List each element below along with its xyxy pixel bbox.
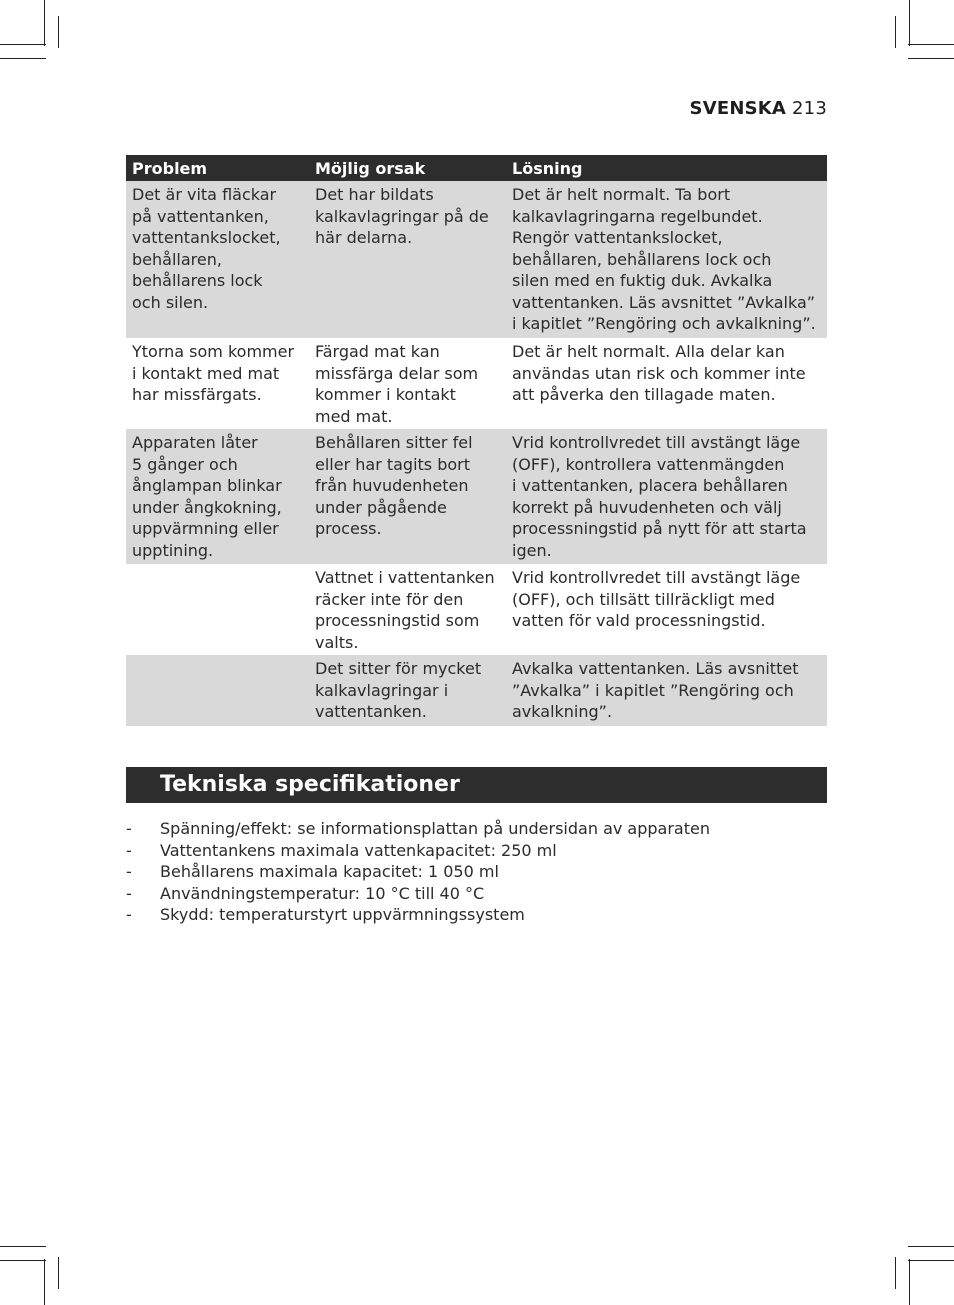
language-label: SVENSKA	[689, 98, 787, 119]
page-number: 213	[792, 98, 827, 119]
crop-mark	[0, 58, 46, 59]
crop-mark	[909, 0, 910, 46]
table-row	[126, 564, 827, 655]
header-problem: Problem	[132, 158, 208, 178]
crop-mark	[58, 16, 59, 48]
spec-text: Vattentankens maximala vattenkapacitet: 250 ml	[160, 840, 557, 860]
cell-cause: Behållaren sitter fel eller har tagits bort från huvudenheten under pågående process.	[315, 433, 473, 538]
table-row	[126, 655, 827, 726]
page-header	[600, 98, 827, 119]
spec-text: Skydd: temperaturstyrt uppvärmningssystem	[160, 905, 525, 924]
list-item	[126, 883, 827, 905]
table-row	[126, 181, 827, 338]
cell-solution: Avkalka vattentanken. Läs avsnittet ”Avkalka” i kapitlet ”Rengöring och avkalkning”.	[512, 659, 799, 721]
list-item	[126, 861, 827, 883]
crop-mark	[909, 1259, 910, 1305]
crop-mark	[895, 16, 896, 48]
crop-mark	[908, 58, 954, 59]
cell-problem: Ytorna som kommer i kontakt med mat har missfärgats.	[132, 342, 295, 404]
list-item	[126, 818, 827, 840]
crop-mark	[58, 1257, 59, 1289]
cell-cause: Färgad mat kan missfärga delar som kommer i kontakt med mat.	[315, 342, 479, 426]
cell-cause: Det sitter för mycket kalkavlagringar i vattentanken.	[315, 659, 482, 721]
spec-text: Spänning/effekt: se informationsplattan på undersidan av apparaten	[160, 819, 710, 838]
cell-cause: Det har bildats kalkavlagringar på de här delarna.	[315, 185, 489, 247]
bullet-dash: -	[126, 819, 132, 838]
list-item	[126, 840, 827, 862]
spec-list	[126, 818, 827, 926]
table-row	[126, 338, 827, 429]
bullet-dash: -	[126, 883, 132, 903]
cell-solution: Vrid kontrollvredet till avstängt läge (OFF), och tillsätt tillräckligt med vatten för vald processningstid.	[512, 568, 801, 630]
crop-mark	[908, 44, 954, 45]
crop-mark	[44, 1259, 45, 1305]
troubleshooting-table	[126, 155, 827, 726]
cell-solution: Vrid kontrollvredet till avstängt läge (OFF), kontrollera vattenmängden i vattentanken, placera behållaren korrekt på huvudenheten och välj processningstid på nytt för att starta igen.	[512, 433, 807, 560]
table-header-row	[126, 155, 827, 181]
cell-problem: Det är vita fläckar på vattentanken, vattentankslocket, behållaren, behållarens lock och silen.	[132, 185, 281, 312]
cell-problem: Apparaten låter 5 gånger och ånglampan blinkar under ångkokning, uppvärmning eller upptining.	[132, 433, 282, 560]
table-row	[126, 429, 827, 564]
cell-solution: Det är helt normalt. Ta bort kalkavlagringarna regelbundet. Rengör vattentankslocket, behållaren, behållarens lock och silen med en fuktig duk. Avkalka vattentanken. Läs avsnittet ”Avkalka” i kapitlet ”Rengöring och avkalkning”.	[512, 185, 816, 333]
spec-text: Behållarens maximala kapacitet: 1 050 ml	[160, 862, 499, 881]
section-heading: Tekniska specifikationer	[126, 767, 827, 803]
crop-mark	[0, 1260, 46, 1261]
crop-mark	[908, 1260, 954, 1261]
cell-problem	[126, 564, 309, 655]
header-solution: Lösning	[512, 158, 583, 178]
crop-mark	[0, 1246, 46, 1247]
cell-solution: Det är helt normalt. Alla delar kan användas utan risk och kommer inte att påverka den tillagade maten.	[512, 342, 806, 404]
header-cause: Möjlig orsak	[315, 158, 426, 178]
cell-problem	[126, 655, 309, 726]
list-item	[126, 904, 827, 926]
crop-mark	[0, 44, 46, 45]
cell-cause: Vattnet i vattentanken räcker inte för den processningstid som valts.	[315, 568, 495, 652]
bullet-dash: -	[126, 862, 132, 881]
crop-mark	[908, 1246, 954, 1247]
spec-text: Användningstemperatur: 10 °C till 40 °C	[160, 883, 485, 903]
crop-mark	[895, 1257, 896, 1289]
bullet-dash: -	[126, 840, 132, 860]
bullet-dash: -	[126, 905, 132, 924]
crop-mark	[44, 0, 45, 46]
